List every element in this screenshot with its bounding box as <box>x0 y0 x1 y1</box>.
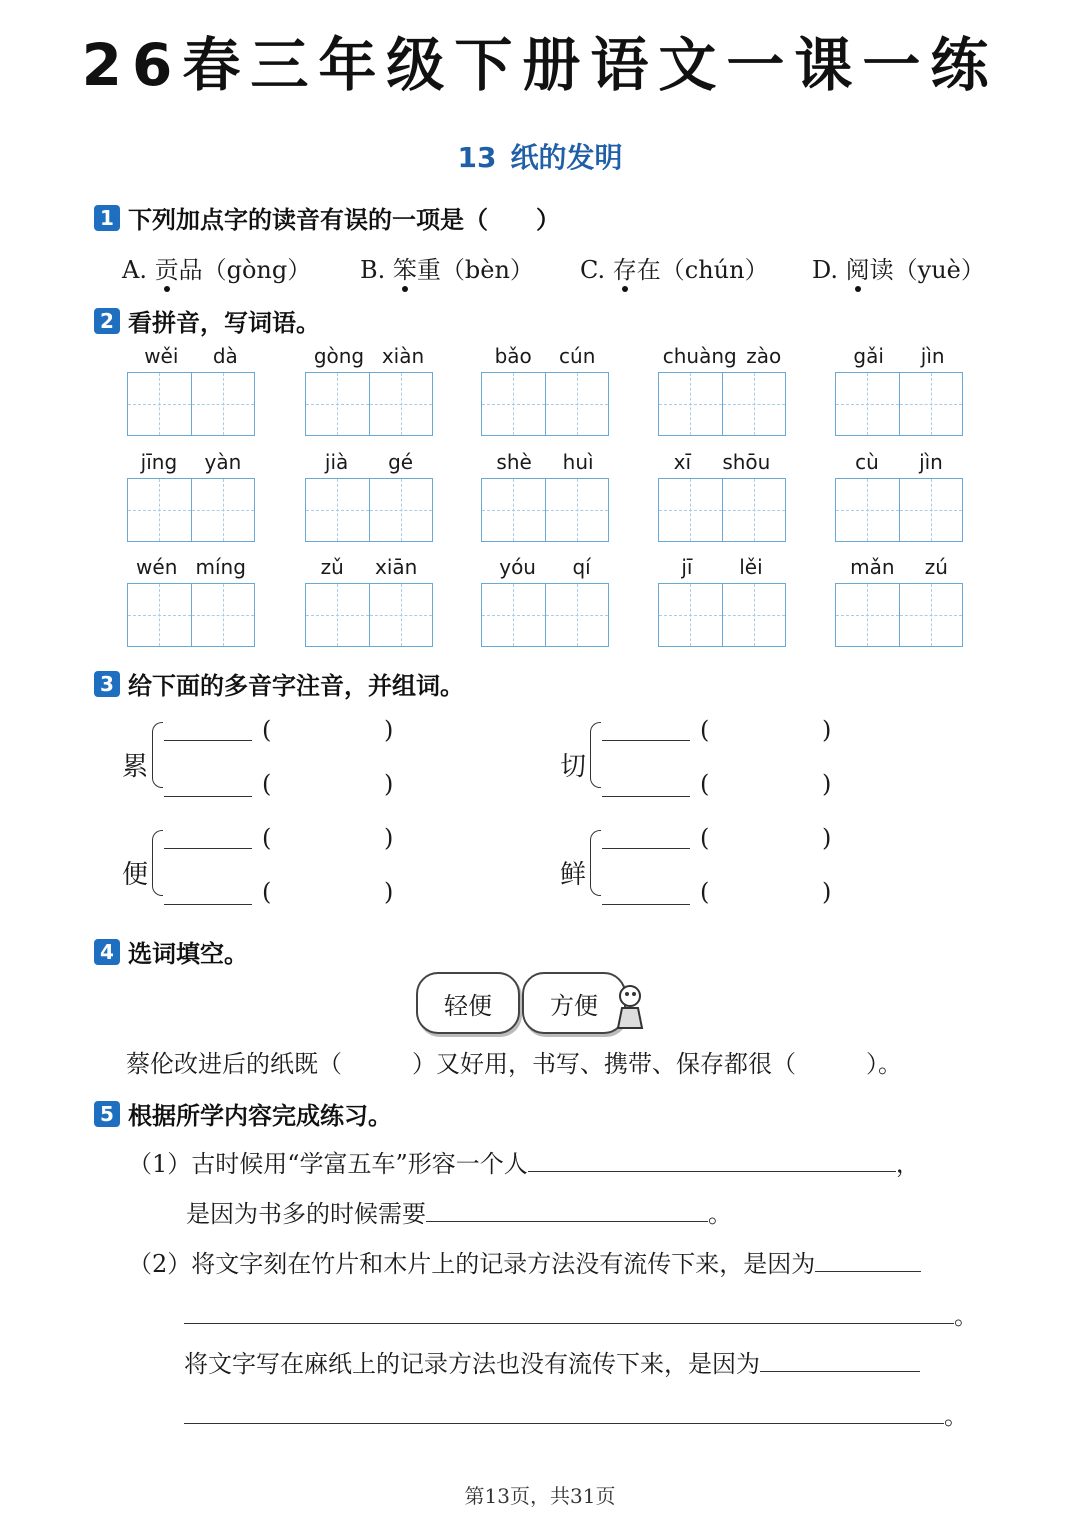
text: 将文字写在麻纸上的记录方法也没有流传下来，是因为 <box>184 1350 760 1378</box>
pinyin-syllable: mǎn <box>850 555 895 579</box>
writing-grid <box>658 583 786 647</box>
pinyin-word <box>481 344 609 436</box>
close-paren: ) <box>384 824 394 852</box>
open-paren: ( <box>700 770 710 798</box>
writing-box[interactable] <box>192 373 255 435</box>
writing-grid <box>835 478 963 542</box>
question-prompt: 给下面的多音字注音，并组词。 <box>128 672 464 700</box>
option-label: C. <box>580 256 606 284</box>
question-number: 1 <box>94 205 120 231</box>
brace <box>152 830 163 896</box>
option-label: D. <box>812 256 839 284</box>
pinyin-blank[interactable] <box>602 904 690 905</box>
writing-grid <box>835 372 963 436</box>
pinyin-syllable: zú <box>924 555 948 579</box>
answer-line[interactable] <box>426 1221 708 1222</box>
question-number: 5 <box>94 1101 120 1127</box>
pinyin-syllable: míng <box>195 555 246 579</box>
polyphonic-item <box>560 826 850 906</box>
writing-box[interactable] <box>723 584 786 646</box>
pinyin-blank[interactable] <box>164 796 252 797</box>
q5-part2-line2 <box>184 1296 978 1331</box>
pinyin-syllable: gé <box>388 450 414 474</box>
option-label: A. <box>122 256 147 284</box>
polyphonic-item <box>122 826 412 906</box>
text: 。 <box>708 1200 732 1228</box>
question-number: 2 <box>94 308 120 334</box>
writing-box[interactable] <box>723 373 786 435</box>
pinyin-word <box>835 555 963 647</box>
pinyin-row <box>305 555 433 583</box>
q5-part1-line2 <box>186 1194 732 1229</box>
dotted-char: 阅 <box>845 256 870 284</box>
polyphonic-char: 便 <box>122 860 149 890</box>
writing-box[interactable] <box>370 584 433 646</box>
pinyin-syllable: yóu <box>499 555 536 579</box>
question-number: 4 <box>94 939 120 965</box>
answer-line[interactable] <box>815 1271 921 1272</box>
answer-line[interactable] <box>184 1399 944 1424</box>
dotted-char: 笨 <box>392 256 417 284</box>
pinyin-syllable: wěi <box>144 344 179 368</box>
text: ， <box>895 1150 920 1178</box>
pinyin-word <box>481 450 609 542</box>
option-text: 重（bèn） <box>416 256 534 284</box>
pinyin-blank[interactable] <box>164 904 252 905</box>
pinyin-row <box>658 555 786 583</box>
pinyin-word <box>305 344 433 436</box>
pinyin-blank[interactable] <box>602 848 690 849</box>
word-choice-bubble: 方便 <box>522 972 626 1034</box>
open-paren: ( <box>262 770 272 798</box>
question-prompt: 下列加点字的读音有误的一项是（ ） <box>128 206 560 234</box>
writing-box[interactable] <box>900 584 963 646</box>
page-footer: 第13页，共31页 <box>464 1484 616 1508</box>
close-paren: ) <box>822 716 832 744</box>
pinyin-syllable: gòng <box>313 344 365 368</box>
question-4-header <box>94 934 248 969</box>
sentence-part: ）。 <box>866 1050 902 1078</box>
question-5-header <box>94 1096 392 1131</box>
pinyin-syllable: gǎi <box>853 344 884 368</box>
writing-box[interactable] <box>659 373 723 435</box>
pinyin-syllable: xiàn <box>381 344 425 368</box>
question-3-header <box>94 666 464 701</box>
q5-part2-line4 <box>184 1396 968 1431</box>
close-paren: ) <box>384 878 394 906</box>
pinyin-word <box>127 344 255 436</box>
writing-grid <box>305 372 433 436</box>
pinyin-row <box>305 344 433 372</box>
question-prompt: 选词填空。 <box>128 940 248 968</box>
pinyin-word <box>835 450 963 542</box>
fill-blank-sentence <box>126 1044 902 1079</box>
pinyin-syllable: xī <box>673 450 692 474</box>
close-paren: ) <box>822 878 832 906</box>
question-prompt: 根据所学内容完成练习。 <box>128 1102 392 1130</box>
writing-grid <box>658 478 786 542</box>
page-title: 26春三年级下册语文一课一练 <box>81 31 999 99</box>
pinyin-row <box>835 555 963 583</box>
q5-part2-line3 <box>184 1344 920 1379</box>
pinyin-syllable: qí <box>572 555 591 579</box>
pinyin-row <box>835 450 963 478</box>
writing-box[interactable] <box>192 479 255 541</box>
pinyin-row <box>127 555 255 583</box>
pinyin-blank[interactable] <box>164 740 252 741</box>
pinyin-syllable: lěi <box>739 555 763 579</box>
writing-grid <box>127 583 255 647</box>
close-paren: ) <box>384 770 394 798</box>
question-number: 3 <box>94 671 120 697</box>
polyphonic-item <box>122 718 412 798</box>
writing-box[interactable] <box>546 479 609 541</box>
lesson-title <box>0 136 1080 176</box>
answer-line[interactable] <box>528 1171 896 1172</box>
lesson-number: 13 <box>457 141 497 174</box>
writing-box[interactable] <box>659 479 723 541</box>
writing-box[interactable] <box>482 373 546 435</box>
open-paren: ( <box>700 878 710 906</box>
question-2-header <box>94 303 320 338</box>
writing-box[interactable] <box>836 373 900 435</box>
pinyin-word <box>127 450 255 542</box>
pinyin-syllable: dà <box>212 344 238 368</box>
q5-part2-line1 <box>128 1244 921 1279</box>
writing-box[interactable] <box>128 373 192 435</box>
pinyin-row <box>658 450 786 478</box>
pinyin-row <box>127 344 255 372</box>
writing-grid <box>305 478 433 542</box>
lesson-name: 纸的发明 <box>510 141 623 174</box>
pinyin-syllable: jià <box>324 450 349 474</box>
pinyin-row <box>127 450 255 478</box>
writing-box[interactable] <box>546 373 609 435</box>
pinyin-syllable: xiān <box>375 555 418 579</box>
pinyin-row <box>835 344 963 372</box>
question-prompt: 看拼音，写词语。 <box>128 309 320 337</box>
sentence-part: ）又好用，书写、携带、保存都很（ <box>412 1050 796 1078</box>
close-paren: ) <box>384 716 394 744</box>
writing-box[interactable] <box>836 479 900 541</box>
pinyin-syllable: yàn <box>204 450 242 474</box>
close-paren: ) <box>822 770 832 798</box>
brace <box>152 722 163 788</box>
writing-grid <box>481 372 609 436</box>
pinyin-syllable: jìn <box>920 344 945 368</box>
pinyin-word <box>658 344 786 436</box>
text: （1）古时候用“学富五车”形容一个人 <box>128 1150 528 1178</box>
open-paren: ( <box>262 716 272 744</box>
pinyin-word <box>305 450 433 542</box>
pinyin-syllable: cún <box>559 344 596 368</box>
pinyin-word <box>658 450 786 542</box>
pinyin-row <box>481 344 609 372</box>
pinyin-syllable: jìn <box>919 450 943 474</box>
q5-part1-line1 <box>128 1144 920 1179</box>
option-text: 读（yuè） <box>869 256 985 284</box>
pinyin-syllable: zǔ <box>320 555 344 579</box>
writing-grid <box>481 583 609 647</box>
option-b[interactable] <box>360 250 534 285</box>
pinyin-syllable: cù <box>855 450 879 474</box>
writing-grid <box>127 372 255 436</box>
polyphonic-char: 累 <box>122 752 149 782</box>
pinyin-syllable: zào <box>746 344 782 368</box>
polyphonic-char: 鲜 <box>560 860 587 890</box>
writing-box[interactable] <box>482 584 546 646</box>
pinyin-row <box>481 450 609 478</box>
question-1-header <box>94 200 560 235</box>
sentence-part: 蔡伦改进后的纸既（ <box>126 1050 342 1078</box>
writing-grid <box>305 583 433 647</box>
writing-box[interactable] <box>306 479 370 541</box>
writing-box[interactable] <box>546 584 609 646</box>
pinyin-blank[interactable] <box>602 796 690 797</box>
pinyin-blank[interactable] <box>602 740 690 741</box>
text: （2）将文字刻在竹片和木片上的记录方法没有流传下来，是因为 <box>128 1250 816 1278</box>
option-text: 在（chún） <box>636 256 769 284</box>
pinyin-blank[interactable] <box>164 848 252 849</box>
open-paren: ( <box>262 878 272 906</box>
writing-box[interactable] <box>482 479 546 541</box>
cartoon-icon <box>612 982 648 1032</box>
pinyin-syllable: bǎo <box>494 344 532 368</box>
pinyin-syllable: huì <box>562 450 594 474</box>
open-paren: ( <box>700 716 710 744</box>
open-paren: ( <box>262 824 272 852</box>
writing-grid <box>481 478 609 542</box>
text: 。 <box>954 1302 978 1330</box>
pinyin-word <box>305 555 433 647</box>
pinyin-row <box>305 450 433 478</box>
close-paren: ) <box>822 824 832 852</box>
polyphonic-item <box>560 718 850 798</box>
pinyin-word <box>127 555 255 647</box>
option-a[interactable] <box>122 250 311 285</box>
brace <box>590 830 601 896</box>
option-label: B. <box>360 256 386 284</box>
writing-grid <box>835 583 963 647</box>
writing-box[interactable] <box>723 479 786 541</box>
writing-box[interactable] <box>370 373 433 435</box>
brace <box>590 722 601 788</box>
answer-line[interactable] <box>760 1371 920 1372</box>
pinyin-syllable: chuàng <box>662 344 737 368</box>
writing-box[interactable] <box>306 584 370 646</box>
text: 。 <box>944 1402 968 1430</box>
word-choice-bubble: 轻便 <box>416 972 520 1034</box>
pinyin-row <box>481 555 609 583</box>
pinyin-word <box>658 555 786 647</box>
dotted-char: 存 <box>612 256 637 284</box>
open-paren: ( <box>700 824 710 852</box>
pinyin-word <box>835 344 963 436</box>
polyphonic-char: 切 <box>560 752 587 782</box>
writing-box[interactable] <box>128 479 192 541</box>
pinyin-syllable: jīng <box>140 450 178 474</box>
pinyin-word <box>481 555 609 647</box>
writing-grid <box>127 478 255 542</box>
pinyin-row <box>658 344 786 372</box>
option-c[interactable] <box>580 250 769 285</box>
pinyin-syllable: shōu <box>722 450 771 474</box>
writing-box[interactable] <box>659 584 723 646</box>
answer-line[interactable] <box>184 1299 954 1324</box>
pinyin-syllable: jī <box>681 555 693 579</box>
writing-box[interactable] <box>306 373 370 435</box>
writing-box[interactable] <box>370 479 433 541</box>
text: 是因为书多的时候需要 <box>186 1200 426 1228</box>
writing-grid <box>658 372 786 436</box>
writing-box[interactable] <box>128 584 192 646</box>
writing-box[interactable] <box>192 584 255 646</box>
writing-box[interactable] <box>900 373 963 435</box>
option-d[interactable] <box>812 250 985 285</box>
writing-box[interactable] <box>900 479 963 541</box>
writing-box[interactable] <box>836 584 900 646</box>
option-text: 品（gòng） <box>178 256 312 284</box>
pinyin-syllable: shè <box>496 450 532 474</box>
dotted-char: 贡 <box>154 256 179 284</box>
pinyin-syllable: wén <box>136 555 178 579</box>
